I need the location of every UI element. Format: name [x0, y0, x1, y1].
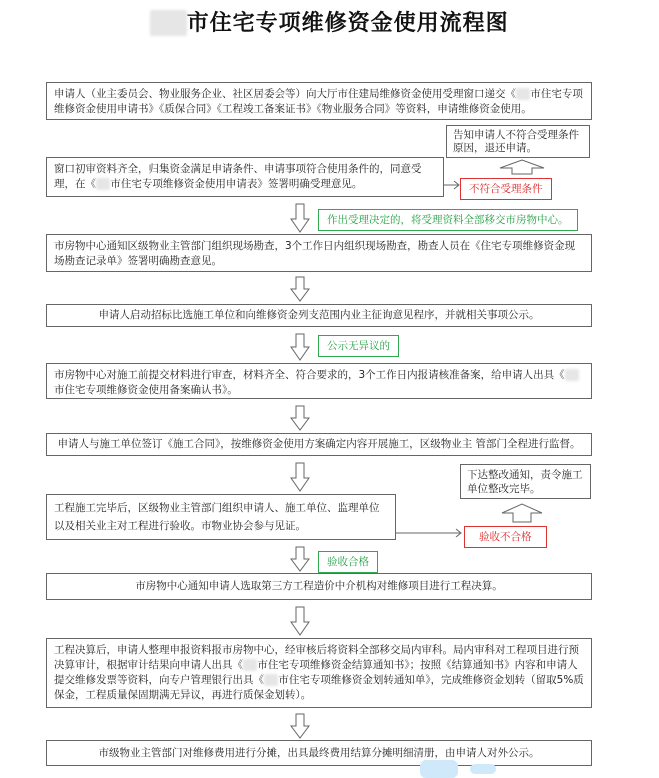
right-arrow-icon — [396, 528, 464, 538]
down-arrow-icon — [290, 606, 310, 636]
acceptance-passed-tag: 验收合格 — [318, 551, 378, 573]
down-arrow-icon — [290, 405, 310, 431]
masked-city — [516, 88, 530, 100]
up-arrow-icon — [498, 158, 548, 176]
step-3-box: 市房物中心通知区级物业主管部门组织现场勘查，3个工作日内组织现场勘查，勘查人员在《住宅专项维修资金现场勘查记录单》签署明确勘查意见。 — [46, 234, 592, 272]
down-arrow-icon — [290, 333, 310, 361]
down-arrow-icon — [290, 546, 310, 572]
reject-notice-box: 告知申请人不符合受理条件原因，退还申请。 — [446, 125, 590, 158]
acceptance-failed-tag: 验收不合格 — [464, 526, 547, 548]
step-4-box: 申请人启动招标比选施工单位和向维修资金列支范围内业主征询意见程序，并就相关事项公示。 — [46, 304, 592, 327]
step-7-box: 工程施工完毕后，区级物业主管部门组织申请人、施工单位、监理单位以及相关业主对工程进行验收。市物业协会参与见证。 — [46, 494, 396, 540]
page-title: 市住宅专项维修资金使用流程图 — [0, 6, 659, 37]
step-8-box: 市房物中心通知申请人选取第三方工程造价中介机构对维修项目进行工程决算。 — [46, 573, 592, 600]
masked-city — [96, 178, 110, 190]
down-arrow-icon — [290, 713, 310, 739]
masked-city — [565, 369, 579, 381]
step-1-box: 申请人（业主委员会、物业服务企业、社区居委会等）向大厅市住建局维修资金使用受理窗口递交《 市住宅专项维修资金使用申请书》《质保合同》《工程竣工备案证书》《物业服务合同》等资料，申请维修资金使用。 — [46, 82, 592, 120]
masked-city — [150, 10, 186, 36]
watermark-blob — [420, 760, 458, 778]
up-arrow-icon — [500, 502, 544, 524]
step-10-box: 市级物业主管部门对维修费用进行分摊，出具最终费用结算分摊明细清册，由申请人对外公示。 — [46, 740, 592, 766]
step-6-box: 申请人与施工单位签订《施工合同》，按维修资金使用方案确定内容开展施工，区级物业主 管部门全程进行监督。 — [46, 433, 592, 456]
fix-notice-box: 下达整改通知，责令施工单位整改完毕。 — [460, 464, 591, 499]
watermark-blob — [470, 764, 496, 774]
down-arrow-icon — [290, 462, 310, 492]
step-2-box: 窗口初审资料齐全，归集资金满足申请条件、申请事项符合使用条件的，同意受理，在《 市住宅专项维修资金使用申请表》签署明确受理意见。 — [46, 157, 444, 197]
reject-condition-tag: 不符合受理条件 — [460, 178, 552, 200]
step-9-box: 工程决算后，申请人整理申报资料报市房物中心，经审核后将资料全部移交局内审科。局内审科对工程项目进行预决算审计，根据审计结果向申请人出具《 市住宅专项维修资金结算通知书》；按照《结算通知书》内容和申请人提交维修发票等资料，向专户管理银行出具《 市住宅专项维修资金划转通知单》，完成维修资金划转（留取5%质保金，工程质量保固期满无异议，再进行质保金划转）。 — [46, 638, 592, 708]
masked-city — [264, 674, 278, 686]
accepted-tag: 作出受理决定的，将受理资料全部移交市房物中心。 — [318, 209, 578, 231]
down-arrow-icon — [290, 276, 310, 302]
step-5-box: 市房物中心对施工前提交材料进行审查，材料齐全、符合要求的，3个工作日内报请核准备案，给申请人出具《市住宅专项维修资金使用备案确认书》。 — [46, 363, 592, 399]
down-arrow-icon — [290, 203, 310, 233]
no-objection-tag: 公示无异议的 — [318, 335, 399, 357]
masked-city — [243, 659, 257, 671]
right-arrow-icon — [444, 180, 462, 190]
